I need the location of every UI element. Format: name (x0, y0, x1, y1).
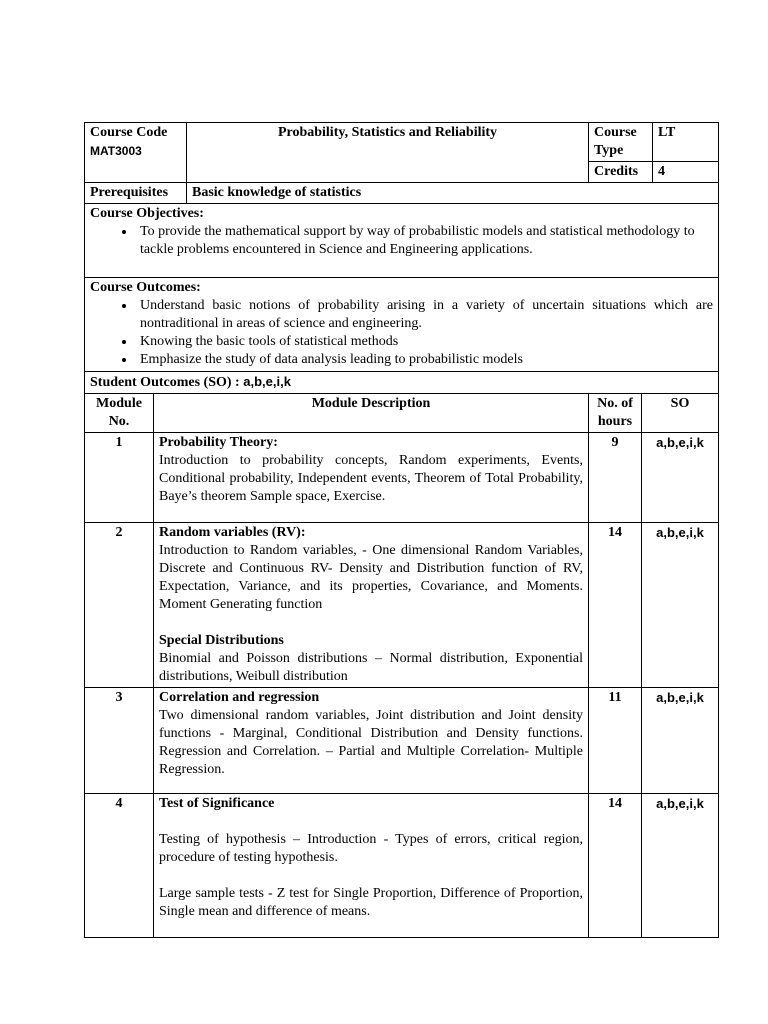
modules-table (84, 371, 719, 938)
header-module-no: Module No. (85, 394, 154, 433)
module-title: Correlation and regression (159, 690, 320, 705)
header-hours: No. of hours (589, 394, 642, 433)
module-subtitle: Special Distributions (159, 633, 284, 648)
module-so: a,b,e,i,k (642, 688, 719, 794)
module-hours: 9 (589, 433, 642, 523)
course-outcomes-heading: Course Outcomes: (90, 280, 201, 295)
module-text: Two dimensional random variables, Joint distribution and Joint density functions - Marginal, Conditional Distribution and Density functions. Regression and Correlation. – Partial and Multiple Correlation- Multiple Regression. (159, 708, 583, 777)
outcome-item: • Understand basic notions of probability arising in a variety of uncertain situations which are nontraditional in areas of science and engineering. (136, 297, 713, 333)
course-objectives-list (90, 223, 713, 259)
module-description (154, 688, 589, 794)
module-so: a,b,e,i,k (642, 523, 719, 688)
course-type: LT (653, 123, 719, 162)
module-title: Probability Theory: (159, 435, 278, 450)
module-no: 1 (85, 433, 154, 523)
objective-item: • To provide the mathematical support by way of probabilistic models and statistical methodology to tackle problems encountered in Science and Engineering applications. (136, 223, 713, 259)
course-objectives-heading: Course Objectives: (90, 206, 204, 221)
course-outcomes-cell (85, 278, 719, 372)
syllabus-page (84, 122, 718, 938)
course-code: MAT3003 (90, 144, 142, 158)
credits-label: Credits (589, 162, 653, 183)
module-text: Introduction to probability concepts, Random experiments, Events, Conditional probability, Independent events, Theorem of Total Probability, Baye’s theorem Sample space, Exercise. (159, 453, 583, 504)
prerequisites-value: Basic knowledge of statistics (187, 183, 719, 204)
table-row (85, 794, 719, 938)
module-no: 4 (85, 794, 154, 938)
module-no: 2 (85, 523, 154, 688)
module-hours: 14 (589, 523, 642, 688)
table-row (85, 688, 719, 794)
outcome-item: • Emphasize the study of data analysis leading to probabilistic models (136, 351, 713, 369)
student-outcomes-label: Student Outcomes (SO) : (90, 375, 240, 390)
student-outcomes-row (85, 372, 719, 394)
course-title: Probability, Statistics and Reliability (187, 123, 589, 183)
module-so: a,b,e,i,k (642, 794, 719, 938)
course-code-label: Course Code (90, 125, 168, 140)
course-code-cell (85, 123, 187, 183)
course-objectives-cell (85, 204, 719, 278)
header-so: SO (642, 394, 719, 433)
course-outcomes-list (90, 297, 713, 369)
module-subtext: Binomial and Poisson distributions – Normal distribution, Exponential distributions, Weibull distribution (159, 651, 583, 684)
course-type-label: Course Type (589, 123, 653, 162)
module-description (154, 433, 589, 523)
module-no: 3 (85, 688, 154, 794)
table-row (85, 523, 719, 688)
course-header-table (84, 122, 719, 372)
module-hours: 11 (589, 688, 642, 794)
module-so: a,b,e,i,k (642, 433, 719, 523)
table-row (85, 433, 719, 523)
module-text-2: Large sample tests - Z test for Single Proportion, Difference of Proportion, Single mean and difference of means. (159, 886, 583, 919)
credits-value: 4 (653, 162, 719, 183)
module-description (154, 794, 589, 938)
prerequisites-label: Prerequisites (85, 183, 187, 204)
module-title: Test of Significance (159, 796, 275, 811)
module-text: Testing of hypothesis – Introduction - Types of errors, critical region, procedure of testing hypothesis. (159, 832, 583, 865)
module-hours: 14 (589, 794, 642, 938)
header-module-description: Module Description (154, 394, 589, 433)
module-title: Random variables (RV): (159, 525, 306, 540)
outcome-item: • Knowing the basic tools of statistical methods (136, 333, 713, 351)
module-description (154, 523, 589, 688)
module-text: Introduction to Random variables, - One dimensional Random Variables, Discrete and Continuous RV- Density and Distribution function of RV, Expectation, Variance, and its properties, Covariance, and Moments. Moment Generating function (159, 543, 583, 612)
student-outcomes-value: a,b,e,i,k (243, 374, 291, 389)
